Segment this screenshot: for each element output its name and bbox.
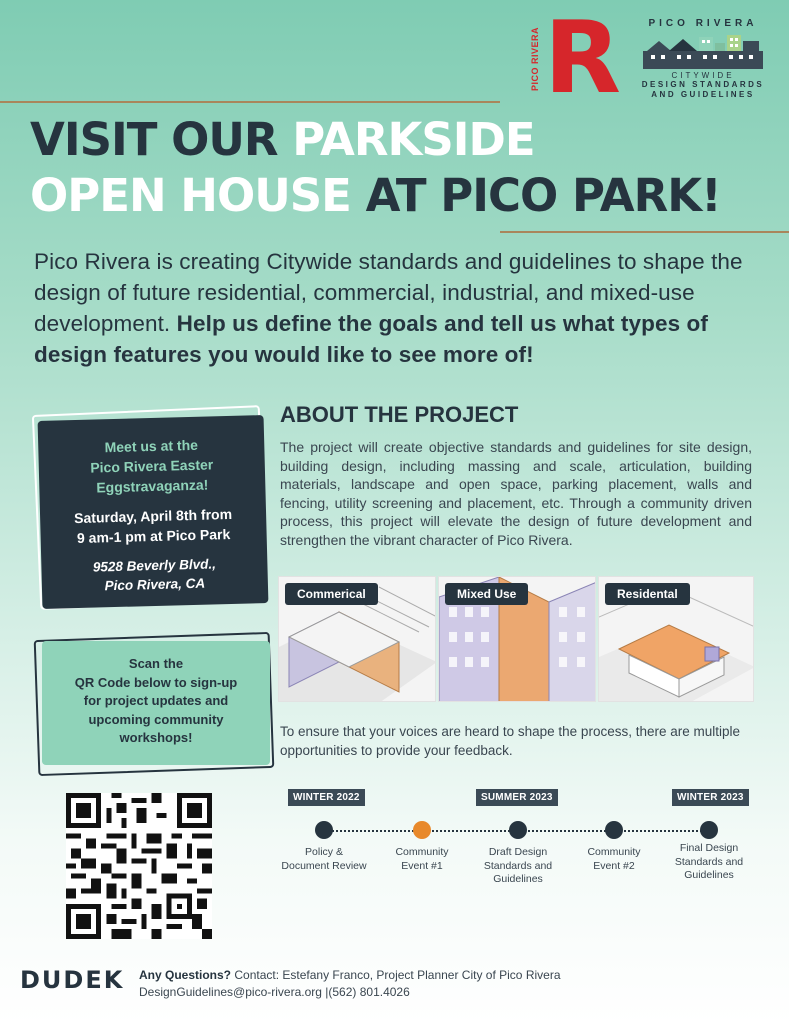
timeline-step-5 (661, 842, 757, 883)
about-heading: ABOUT THE PROJECT (280, 402, 519, 427)
event-address (53, 553, 256, 596)
skyline-icon (643, 33, 763, 69)
timeline-dot-4 (605, 821, 623, 839)
event-card (38, 415, 269, 609)
step5-line2: Standards and (674, 855, 744, 868)
timeline-step-4 (566, 846, 662, 873)
event-date-line2: 9 am-1 pm at Pico Park (76, 525, 231, 546)
dg-logo-title: PICO RIVERA (648, 18, 758, 29)
feedback-note: To ensure that your voices are heard to shape the process, there are multiple opportunities to provide your feedback. (280, 724, 741, 758)
headline-parkside: PARKSIDE (292, 113, 535, 166)
qr-signup-card (42, 641, 270, 765)
commercial-image (278, 576, 436, 702)
timeline-dot-1 (315, 821, 333, 839)
event-date-line1: Saturday, April 8th from (73, 505, 233, 527)
step5-line1: Final Design (679, 842, 739, 854)
step4-line2: Event #2 (593, 859, 635, 872)
event-meet-line1: Meet us at the (104, 436, 199, 456)
timeline-dot-2-current (413, 821, 431, 839)
event-addr-line2: Pico Rivera, CA (104, 575, 206, 594)
timeline-dot-3 (509, 821, 527, 839)
dudek-logo: DUDEK (20, 966, 125, 994)
top-rule (0, 101, 500, 103)
tile-label-commercial: Commerical (285, 583, 378, 605)
timeline-step-3 (470, 846, 566, 887)
headline-open-house: OPEN HOUSE (30, 169, 366, 222)
dg-logo-line1: DESIGN STANDARDS (641, 80, 765, 89)
contact-line1 (139, 967, 561, 984)
contact-email-phone[interactable]: DesignGuidelines@pico-rivera.org |(562) 801.4026 (139, 985, 410, 999)
step4-line1: Community (587, 846, 641, 858)
pico-rivera-logo (530, 0, 622, 116)
step2-line2: Event #1 (401, 859, 443, 872)
step3-line2: Standards and (483, 859, 553, 872)
residential-image (598, 576, 754, 702)
step3-line1: Draft Design (488, 846, 548, 858)
tile-label-mixed-use: Mixed Use (445, 583, 528, 605)
mixed-use-image (438, 576, 596, 702)
contact-person: Contact: Estefany Franco, Project Planner City of Pico Rivera (231, 968, 561, 982)
qr-card-line5: workshops! (119, 730, 193, 745)
qr-code[interactable] (66, 793, 212, 939)
event-meet-line2: Pico Rivera Easter (90, 456, 214, 476)
timeline-step-2 (374, 846, 470, 873)
headline-rule (500, 231, 789, 233)
logo-vertical-text: PICO RIVERA (530, 27, 540, 92)
contact-info (139, 967, 561, 1001)
timeline-dot-5 (700, 821, 718, 839)
about-body: The project will create objective standards and guidelines for site design, building design, including massing and scale, articulation, building materials, landscape and open space, parking placement, walls and fencing, utility screening and placement, etc. Through a community driven process, this project will elevate the design of future development and strengthen the vibrant character of Pico Rivera. (280, 439, 752, 548)
event-meet-line3: Eggstravaganza! (96, 476, 209, 496)
intro-regular: Pico Rivera is creating Citywide standards and guidelines to shape the design of future residential, commercial, industrial, and mixed-use development. (34, 249, 743, 336)
tile-label-residential: Residental (605, 583, 690, 605)
step3-line3: Guidelines (493, 873, 543, 885)
season-winter-2023: WINTER 2023 (672, 789, 749, 806)
event-date-text (52, 503, 255, 548)
step1-line2: Document Review (281, 859, 367, 872)
contact-question: Any Questions? (139, 968, 232, 982)
intro-paragraph (34, 246, 754, 370)
step1-line1: Policy & (305, 846, 343, 858)
logo-letter: R (544, 0, 622, 116)
headline-at-pico-park: AT PICO PARK! (365, 169, 721, 222)
intro-bold: Help us define the goals and tell us what types of design features you would like to see more of! (34, 311, 708, 367)
qr-card-line2: QR Code below to sign-up (74, 674, 238, 690)
dg-logo-citywide: CITYWIDE (671, 71, 735, 80)
step5-line3: Guidelines (684, 869, 734, 881)
qr-card-line4: upcoming community (88, 711, 224, 727)
design-guidelines-logo (628, 18, 778, 108)
step2-line1: Community (395, 846, 449, 858)
season-winter-2022: WINTER 2022 (288, 789, 365, 806)
dg-logo-line2: AND GUIDELINES (651, 90, 755, 99)
page-headline (30, 112, 730, 224)
season-summer-2023: SUMMER 2023 (476, 789, 558, 806)
qr-card-line1: Scan the (128, 656, 184, 671)
event-meet-text (50, 433, 254, 498)
event-addr-line1: 9528 Beverly Blvd., (92, 556, 217, 575)
timeline-step-1 (276, 846, 372, 873)
headline-visit-our: VISIT OUR (30, 113, 293, 166)
qr-card-line3: for project updates and (83, 693, 229, 708)
